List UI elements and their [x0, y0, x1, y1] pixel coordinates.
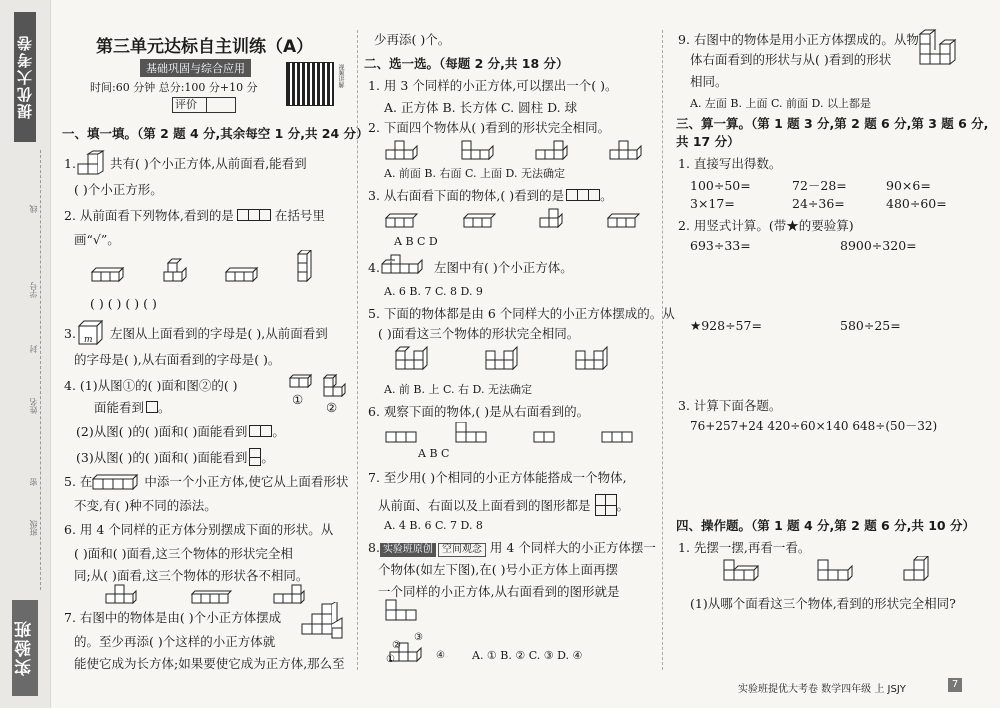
square-icon	[260, 425, 272, 437]
s2-q8-text-c: 一个同样的小正方体,从右面看到的图形就是	[378, 584, 620, 599]
s1-q2-text-a	[64, 208, 325, 224]
s2-q9-text-b: 体右面看到的形状与从( )看到的形状	[690, 52, 892, 67]
s1-q2-lead: 2. 从前面看下列物体,看到的是	[64, 208, 234, 223]
eval-label: 评价	[175, 98, 197, 111]
binding-spine	[0, 0, 51, 708]
s2-q4-figure	[380, 252, 434, 278]
s2-q5-figures	[394, 344, 644, 374]
section-3-heading-cont: 共 17 分）	[676, 134, 740, 149]
subtitle-badge: 基础巩固与综合应用	[140, 59, 251, 77]
calc-2-1: 3×17=	[690, 196, 735, 211]
s1-q2-tail: 在括号里	[274, 208, 325, 223]
s3-p2: 2. 用竖式计算。(带★的要验算)	[678, 218, 854, 233]
s1-q4-text-d: (3)从图( )的( )面和( )面能看到 。	[76, 450, 274, 465]
s1-q7-figure	[300, 602, 350, 646]
section-3-heading: 三、算一算。（第 1 题 3 分,第 2 题 6 分,第 3 题 6 分,	[676, 116, 989, 131]
qr-code-icon[interactable]	[286, 62, 334, 106]
spine-series: 实验班	[12, 600, 38, 696]
column-3	[672, 0, 989, 690]
s1-q4-fig-label-2: ②	[326, 400, 338, 415]
s2-q2-options: A. 前面 B. 右面 C. 上面 D. 无法确定	[384, 167, 565, 180]
s2-q3-options: A B C D	[394, 235, 438, 248]
s1-q3-letter: m	[84, 335, 93, 345]
calc-2-3: 480÷60=	[886, 196, 947, 211]
section-1-heading: 一、填一填。（第 2 题 4 分,其余每空 1 分,共 24 分）	[62, 126, 369, 141]
s2-q3-figures	[384, 206, 654, 232]
s2-q7-options: A. 4 B. 6 C. 7 D. 8	[384, 519, 483, 532]
section-4-heading: 四、操作题。（第 1 题 4 分,第 2 题 6 分,共 10 分）	[676, 518, 975, 533]
spine-line-label: 线	[29, 205, 38, 213]
s1-q7-text-a: 7. 右图中的物体是由( )个小正方体摆成	[64, 610, 282, 625]
spine-brand: 提优大考卷	[14, 12, 36, 142]
s1-q6-text-b: ( )面和( )面看,这三个物体的形状完全相	[74, 546, 293, 561]
spine-id-label: 学号	[29, 282, 38, 298]
s1-q1-text-b: ( )个小正方形。	[74, 182, 163, 197]
section-2-heading: 二、选一选。（每题 2 分,共 18 分）	[364, 56, 569, 71]
s1-q3-text-b: 的字母是( ),从右面看到的字母是( )。	[74, 352, 281, 367]
s2-q8-label-3: ③	[414, 632, 423, 643]
s2-q1: 1. 用 3 个同样的小正方体,可以摆出一个( )。	[368, 78, 618, 93]
vertical-calc-2: 8900÷320=	[840, 238, 917, 253]
s2-q5-text-a: 5. 下面的物体都是由 6 个同样大的小正方体摆成的。从	[368, 306, 675, 321]
s2-q8-label-4: ④	[436, 650, 445, 661]
s1-q3-text-a: 左图从上面看到的字母是( ),从前面看到	[110, 326, 328, 341]
s2-q9-options: A. 左面 B. 上面 C. 前面 D. 以上都是	[690, 97, 871, 110]
spine-seal-label: 封	[29, 345, 38, 353]
s2-q8-label-1: ①	[386, 654, 395, 665]
calc-1-1: 100÷50=	[690, 178, 751, 193]
s2-q4-text: 左图中有( )个小正方体。	[434, 260, 573, 275]
s1-q5-text-c: 不变,有( )种不同的添法。	[74, 498, 217, 513]
s4-o1-question: (1)从哪个面看这三个物体,看到的形状完全相同?	[690, 596, 956, 611]
s1-q7-text-b: 的。至少再添( )个这样的小正方体就	[74, 634, 276, 649]
s2-q8-num: 8.	[368, 540, 380, 555]
s2-q3-text: 3. 从右面看下面的物体,( )看到的是	[368, 188, 565, 203]
s2-q4-options: A. 6 B. 7 C. 8 D. 9	[384, 285, 483, 298]
s3-p3: 3. 计算下面各题。	[678, 398, 782, 413]
grid-square-icon	[595, 494, 617, 516]
column-separator	[662, 30, 663, 670]
s1-q1-num: 1.	[64, 156, 76, 171]
calc-1-2: 72－28=	[792, 178, 847, 193]
s1-q1-text-a: 共有( )个小正方体,从前面看,能看到	[110, 156, 307, 171]
vertical-calc-1: 693÷33=	[690, 238, 751, 253]
footer-text: 实验班提优大考卷 数学四年级 上 JSJY	[738, 684, 906, 695]
s3-p1: 1. 直接写出得数。	[678, 156, 782, 171]
square-icon	[146, 401, 158, 413]
s2-q8-answer-figure	[384, 598, 418, 626]
s3-p3-expressions: 76+257+24 420÷60×140 648÷(50－32)	[690, 419, 938, 433]
page-title: 第三单元达标自主训练（A）	[96, 37, 314, 57]
s2-q7-b-text: 从前面、右面以及上面看到的图形都是	[378, 498, 591, 513]
s4-o1: 1. 先摆一摆,再看一看。	[678, 540, 811, 555]
s1-q6-text-a: 6. 用 4 个同样的正方体分别摆成下面的形状。从	[64, 522, 334, 537]
calc-2-2: 24÷36=	[792, 196, 845, 211]
s1-q4-text-c: (2)从图( )的( )面和( )面能看到 。	[76, 424, 285, 439]
s1-q2-figures	[90, 250, 330, 294]
s2-q8-text-a: 用 4 个同样大的小正方体摆一	[489, 540, 656, 555]
s2-q3: 3. 从右面看下面的物体,( )看到的是 。	[368, 188, 613, 203]
s2-q6-options: A B C	[418, 447, 450, 460]
s1-q4-b-text: 面能看到	[94, 400, 145, 415]
vertical-calc-3: ★928÷57=	[690, 318, 762, 333]
s2-q5-options: A. 前 B. 上 C. 右 D. 无法确定	[384, 383, 532, 396]
qr-caption: 视频讲解	[337, 64, 344, 88]
column-separator	[357, 30, 358, 670]
s2-q2: 2. 下面四个物体从( )看到的形状完全相同。	[368, 120, 611, 135]
s1-q5-text-a	[64, 474, 348, 490]
s1-q5-lead: 5. 在	[64, 474, 93, 489]
s2-q6-figures	[384, 422, 634, 446]
calc-1-3: 90×6=	[886, 178, 931, 193]
s1-q2-answer-blanks: ( ) ( ) ( ) ( )	[90, 296, 157, 311]
square-icon	[259, 209, 271, 221]
page-number: 7	[948, 678, 962, 692]
s1-q3-num: 3.	[64, 326, 76, 341]
eval-box	[172, 97, 236, 113]
s1-q4-c-text: (2)从图( )的( )面和( )面能看到	[76, 424, 248, 439]
s2-q5-text-b: ( )面看这三个物体的形状完全相同。	[378, 326, 580, 341]
s1-q4-d-text: (3)从图( )的( )面和( )面能看到	[76, 450, 248, 465]
s1-q2-text-c: 画“√”。	[74, 232, 120, 247]
s1-q5-figure	[92, 474, 144, 488]
s4-o1-figures	[722, 556, 942, 586]
s2-q7-text-a: 7. 至少用( )个相同的小正方体能搭成一个物体,	[368, 470, 627, 485]
column-2	[364, 0, 675, 690]
spine-name-label: 姓名	[29, 398, 38, 414]
s2-q6: 6. 观察下面的物体,( )是从右面看到的。	[368, 404, 590, 419]
s2-q2-figures	[384, 138, 654, 164]
s2-q8-options: A. ① B. ② C. ③ D. ④	[472, 649, 583, 662]
s2-q9-figure	[918, 28, 968, 78]
s1-q4-text-a: 4. (1)从图①的( )面和图②的( )	[64, 378, 238, 393]
s1-q1-figure	[76, 150, 106, 180]
s2-q1-options: A. 正方体 B. 长方体 C. 圆柱 D. 球	[384, 100, 578, 115]
eval-divider	[206, 97, 207, 113]
exam-meta: 时间:60 分钟 总分:100 分+10 分	[90, 81, 258, 94]
spine-dense-label: 密	[29, 478, 38, 486]
s1-q5-tail: 中添一个小正方体,使它从上面看形状	[144, 474, 349, 489]
s2-q8-text-b: 个物体(如左下图),在( )号小正方体上面再摆	[378, 562, 618, 577]
spine-class-label: 班级	[29, 520, 38, 536]
s2-q7-text-b: 从前面、右面以及上面看到的图形都是 。	[378, 494, 629, 516]
s1-q7-continued: 少再添( )个。	[374, 32, 451, 47]
square-icon	[588, 189, 600, 201]
concept-tag: 空间观念	[438, 543, 486, 557]
s2-q9-text-c: 相同。	[690, 74, 728, 89]
s2-q8-label-2: ②	[392, 640, 401, 651]
s2-q4-num: 4.	[368, 260, 380, 275]
s2-q8-header	[368, 540, 656, 557]
s1-q6-figures	[104, 584, 324, 606]
original-tag: 实验班原创	[380, 543, 436, 557]
s1-q6-text-c: 同;从( )面看,这三个物体的形状各不相同。	[74, 568, 309, 583]
stacked-squares-icon	[249, 448, 261, 466]
column-1	[60, 0, 369, 690]
s1-q7-text-c: 能使它成为长方体;如果要使它成为正方体,那么至	[74, 656, 345, 671]
s1-q4-text-b: 面能看到 。	[94, 400, 171, 415]
s1-q4-fig-label-1: ①	[292, 392, 304, 407]
s2-q9-text-a: 9. 右图中的物体是用小正方体摆成的。从物	[678, 32, 919, 47]
cut-line	[40, 150, 41, 590]
vertical-calc-4: 580÷25=	[840, 318, 901, 333]
